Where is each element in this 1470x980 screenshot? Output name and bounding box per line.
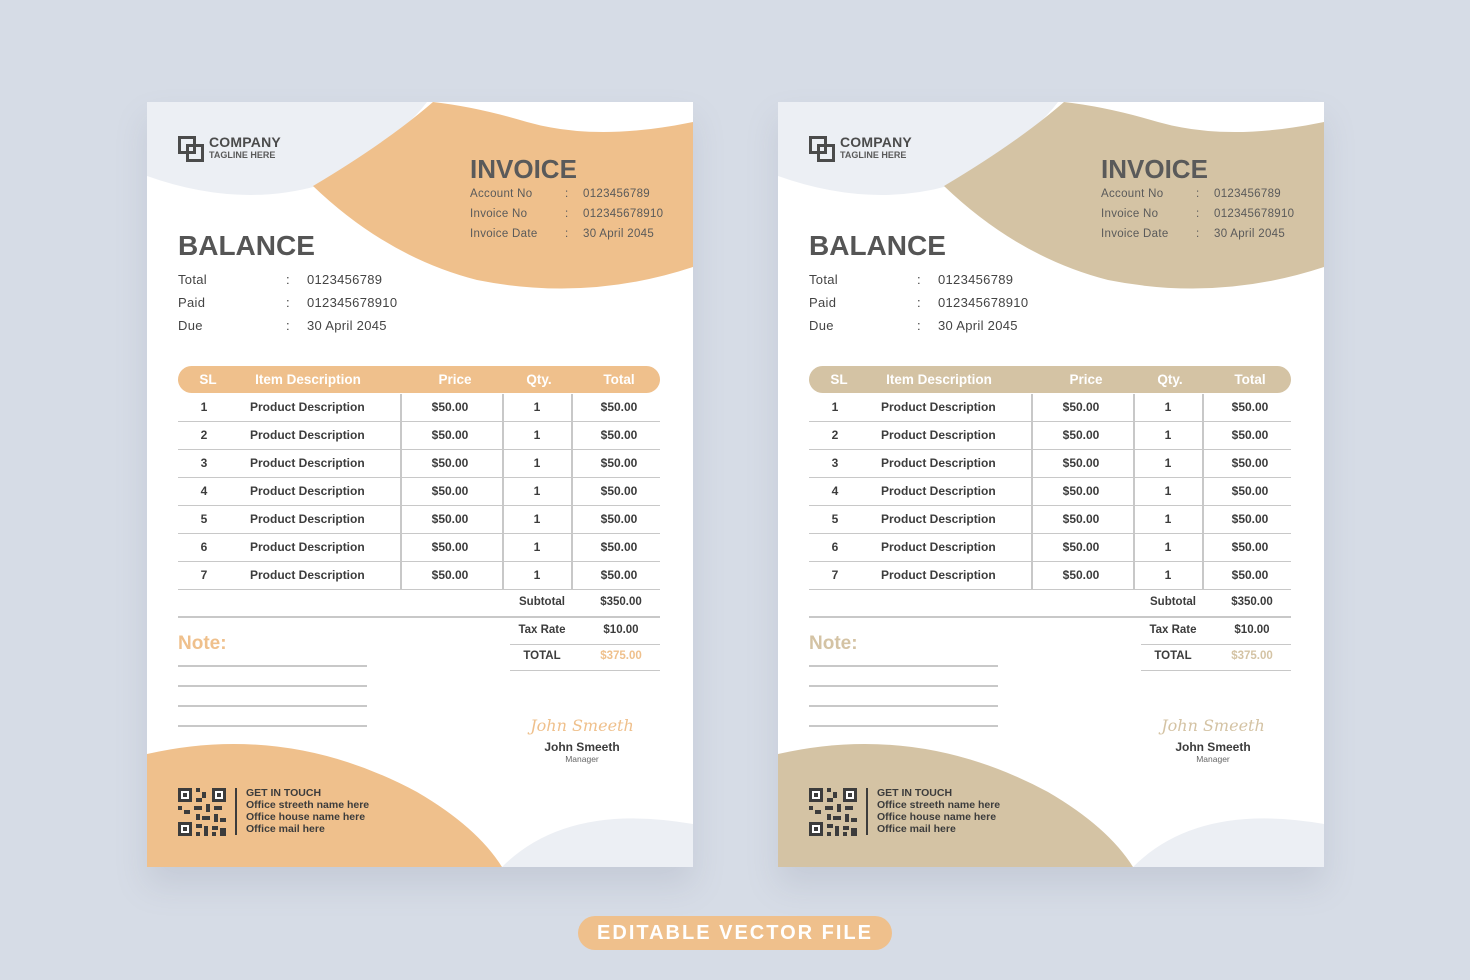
contact-heading: GET IN TOUCH [877,787,953,799]
header-qty: Qty. [526,372,552,387]
header-sl: SL [830,372,848,387]
row-description: Product Description [881,456,996,470]
tax-label: Tax Rate [518,624,566,636]
invoice-field-sep: : [565,208,569,220]
subtotal-row [510,590,660,617]
row-description: Product Description [881,540,996,554]
header-item-description: Item Description [886,372,992,387]
contact-mail: Office mail here [246,823,325,835]
row-description: Product Description [250,456,365,470]
row-total: $50.00 [600,540,638,554]
header-total: Total [603,372,635,387]
invoice-field-sep: : [565,228,569,240]
signature-block [1158,714,1268,764]
row-total: $50.00 [600,456,638,470]
balance-field-sep: : [286,318,290,333]
row-price: $50.00 [1062,456,1100,470]
note-label: Note: [809,633,858,654]
row-price: $50.00 [431,428,469,442]
signer-role: Manager [1196,754,1230,764]
invoice-field-value: 30 April 2045 [1214,228,1286,240]
table-row [809,450,1291,478]
row-qty: 1 [533,400,541,414]
note-line [178,705,367,707]
invoice-title: INVOICE [1101,154,1208,184]
row-total: $50.00 [1231,456,1269,470]
row-total: $50.00 [600,484,638,498]
row-sl: 4 [831,484,839,498]
contact-heading: GET IN TOUCH [246,787,322,799]
invoice-field [470,188,680,208]
row-qty: 1 [1164,540,1172,554]
row-description: Product Description [250,568,365,582]
subtotal-label: Subtotal [519,596,565,608]
note-line [809,685,998,687]
table-row [809,562,1291,590]
note-line [809,705,998,707]
total-row [1141,644,1291,671]
row-price: $50.00 [1062,484,1100,498]
row-qty: 1 [1164,428,1172,442]
invoice-field-label: Invoice Date [1101,228,1169,240]
balance-field-sep: : [917,295,921,310]
table-row [809,534,1291,562]
row-total: $50.00 [1231,484,1269,498]
balance-field [809,272,1069,295]
row-total: $50.00 [1231,400,1269,414]
row-total: $50.00 [600,568,638,582]
company-name: COMPANY [209,134,281,150]
signature-block [527,714,637,764]
row-description: Product Description [250,540,365,554]
contact-mail: Office mail here [877,823,956,835]
table-row [178,422,660,450]
balance-field-sep: : [917,318,921,333]
qr-code-icon [809,788,857,836]
row-sl: 2 [831,428,839,442]
total-label: TOTAL [1154,650,1192,662]
overlapping-squares-icon [178,136,204,162]
row-description: Product Description [881,428,996,442]
balance-meta [809,272,1069,341]
table-row [178,506,660,534]
tax-label: Tax Rate [1149,624,1197,636]
signature-script: John Smeeth [530,716,634,735]
items-table [178,394,660,590]
row-qty: 1 [1164,400,1172,414]
row-total: $50.00 [600,428,638,442]
row-sl: 1 [200,400,208,414]
row-qty: 1 [1164,456,1172,470]
invoice-field-sep: : [1196,208,1200,220]
invoice-field [470,228,680,248]
row-total: $50.00 [1231,568,1269,582]
column-divider [502,394,504,590]
invoice-meta [1101,188,1311,248]
note-line [809,665,998,667]
table-row [809,422,1291,450]
note-line [178,665,367,667]
contact-divider [866,788,868,835]
balance-field-label: Due [809,318,834,333]
invoice-field-label: Invoice Date [470,228,538,240]
invoice-meta [470,188,680,248]
row-qty: 1 [533,484,541,498]
balance-field-sep: : [286,272,290,287]
invoice-field-label: Invoice No [470,208,528,220]
balance-field-sep: : [286,295,290,310]
balance-field-label: Paid [178,295,206,310]
row-description: Product Description [250,512,365,526]
invoice-field-label: Invoice No [1101,208,1159,220]
row-price: $50.00 [431,540,469,554]
contact-street: Office streeth name here [246,799,370,811]
row-sl: 6 [200,540,208,554]
invoice-field-sep: : [1196,228,1200,240]
column-divider [571,394,573,590]
row-sl: 3 [200,456,208,470]
invoice-field [470,208,680,228]
row-description: Product Description [881,512,996,526]
invoice-field-value: 012345678910 [583,208,664,220]
invoice-field-value: 30 April 2045 [583,228,655,240]
balance-field [178,295,438,318]
invoice-field-label: Account No [1101,188,1164,200]
contact-house: Office house name here [877,811,997,823]
row-sl: 5 [831,512,839,526]
subtotal-value: $350.00 [1231,596,1273,608]
table-bottom-rule [178,616,660,618]
company-name: COMPANY [840,134,912,150]
row-description: Product Description [250,400,365,414]
contact-house: Office house name here [246,811,366,823]
editable-vector-file-banner: EDITABLE VECTOR FILE [578,916,892,950]
row-sl: 7 [831,568,839,582]
total-label: TOTAL [523,650,561,662]
invoice-sheet-1 [147,102,693,867]
balance-field [178,318,438,341]
signer-role: Manager [565,754,599,764]
row-total: $50.00 [600,400,638,414]
header-sl: SL [199,372,217,387]
row-qty: 1 [1164,484,1172,498]
note-line [809,725,998,727]
table-header [178,366,660,393]
row-qty: 1 [533,512,541,526]
column-divider [1031,394,1033,590]
row-price: $50.00 [1062,512,1100,526]
table-row [178,562,660,590]
row-description: Product Description [250,484,365,498]
table-row [809,506,1291,534]
balance-field [809,318,1069,341]
table-row [809,478,1291,506]
balance-field [178,272,438,295]
note-line [178,725,367,727]
invoice-field [1101,228,1311,248]
signature-script: John Smeeth [1161,716,1265,735]
row-sl: 2 [200,428,208,442]
balance-field-value: 0123456789 [307,272,383,287]
row-price: $50.00 [431,456,469,470]
invoice-field [1101,208,1311,228]
balance-field [809,295,1069,318]
row-qty: 1 [533,428,541,442]
balance-meta [178,272,438,341]
header-price: Price [438,372,472,387]
signer-name: John Smeeth [1175,740,1251,754]
invoice-field-label: Account No [470,188,533,200]
total-row [510,644,660,671]
balance-field-value: 30 April 2045 [938,318,1018,333]
invoice-sheet-2 [778,102,1324,867]
row-price: $50.00 [431,568,469,582]
row-price: $50.00 [1062,540,1100,554]
tax-value: $10.00 [603,624,639,636]
row-description: Product Description [881,400,996,414]
row-price: $50.00 [1062,400,1100,414]
row-sl: 3 [831,456,839,470]
invoice-field-value: 0123456789 [1214,188,1281,200]
column-divider [400,394,402,590]
row-sl: 4 [200,484,208,498]
column-divider [1133,394,1135,590]
table-row [178,534,660,562]
invoice-field-sep: : [565,188,569,200]
row-description: Product Description [881,568,996,582]
total-value: $375.00 [600,650,642,662]
contact-info [877,787,1000,835]
invoice-title: INVOICE [470,154,577,184]
balance-field-value: 012345678910 [938,295,1029,310]
table-row [178,394,660,422]
table-bottom-rule [809,616,1291,618]
balance-field-label: Due [178,318,203,333]
header-price: Price [1069,372,1103,387]
table-header [809,366,1291,393]
subtotal-label: Subtotal [1150,596,1196,608]
tax-row [1141,618,1291,645]
row-qty: 1 [1164,568,1172,582]
note-line [178,685,367,687]
header-total: Total [1234,372,1266,387]
invoice-field-value: 0123456789 [583,188,650,200]
tax-value: $10.00 [1234,624,1270,636]
row-qty: 1 [533,456,541,470]
row-price: $50.00 [431,484,469,498]
table-row [809,394,1291,422]
row-price: $50.00 [431,512,469,526]
overlapping-squares-icon [809,136,835,162]
row-description: Product Description [250,428,365,442]
table-row [178,450,660,478]
balance-field-value: 30 April 2045 [307,318,387,333]
contact-street: Office streeth name here [877,799,1001,811]
company-tagline: TAGLINE HERE [209,150,276,160]
company-logo [178,134,378,164]
row-total: $50.00 [1231,540,1269,554]
column-divider [1202,394,1204,590]
row-price: $50.00 [1062,568,1100,582]
balance-field-value: 0123456789 [938,272,1014,287]
subtotal-row [1141,590,1291,617]
contact-info [246,787,369,835]
row-sl: 6 [831,540,839,554]
row-sl: 1 [831,400,839,414]
balance-field-sep: : [917,272,921,287]
total-value: $375.00 [1231,650,1273,662]
qr-code-icon [178,788,226,836]
balance-field-value: 012345678910 [307,295,398,310]
invoice-field-sep: : [1196,188,1200,200]
balance-field-label: Total [809,272,838,287]
row-price: $50.00 [1062,428,1100,442]
row-qty: 1 [533,540,541,554]
subtotal-value: $350.00 [600,596,642,608]
balance-title: BALANCE [178,230,315,261]
balance-title: BALANCE [809,230,946,261]
row-qty: 1 [1164,512,1172,526]
row-price: $50.00 [431,400,469,414]
tax-row [510,618,660,645]
row-sl: 5 [200,512,208,526]
signer-name: John Smeeth [544,740,620,754]
row-total: $50.00 [1231,512,1269,526]
row-total: $50.00 [600,512,638,526]
note-label: Note: [178,633,227,654]
table-row [178,478,660,506]
row-qty: 1 [533,568,541,582]
row-description: Product Description [881,484,996,498]
row-total: $50.00 [1231,428,1269,442]
balance-field-label: Paid [809,295,837,310]
company-logo [809,134,1009,164]
invoice-field [1101,188,1311,208]
header-item-description: Item Description [255,372,361,387]
contact-divider [235,788,237,835]
items-table [809,394,1291,590]
invoice-field-value: 012345678910 [1214,208,1295,220]
balance-field-label: Total [178,272,207,287]
row-sl: 7 [200,568,208,582]
company-tagline: TAGLINE HERE [840,150,907,160]
header-qty: Qty. [1157,372,1183,387]
